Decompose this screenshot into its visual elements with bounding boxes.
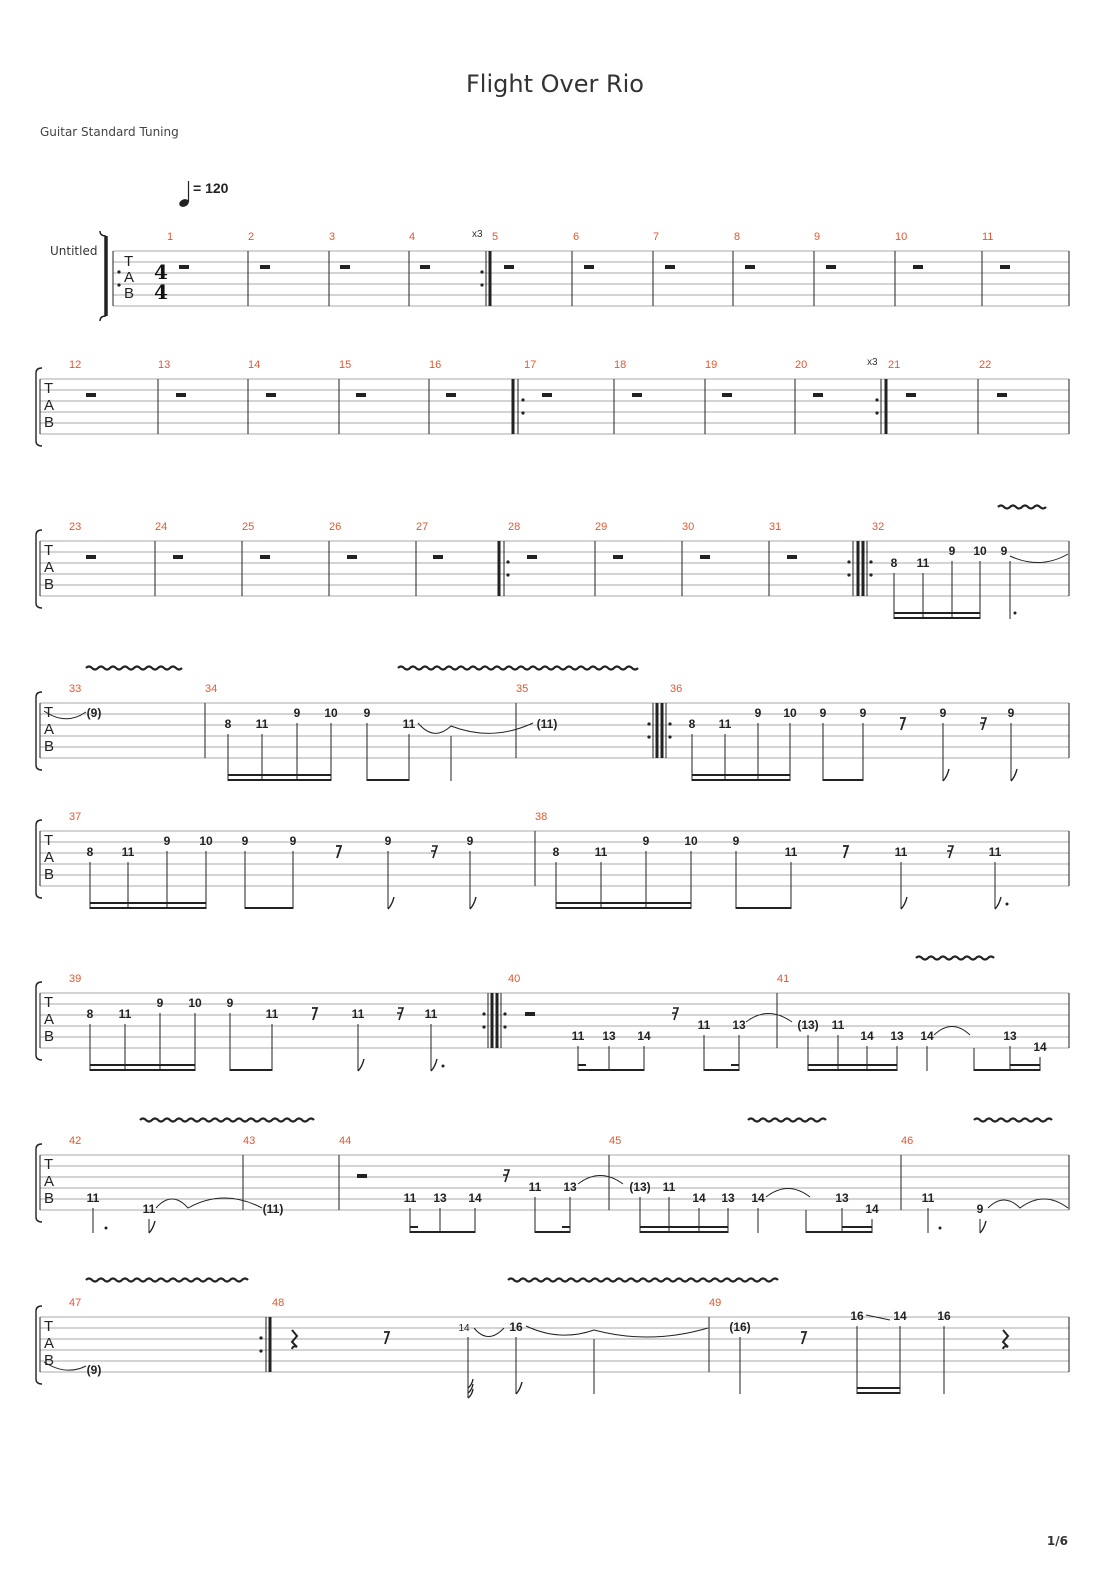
fret-number: 9 — [939, 706, 947, 720]
fret-number: 8 — [224, 717, 232, 731]
flag — [358, 1059, 364, 1071]
measure-number: 31 — [769, 521, 782, 533]
measure-number: 3 — [329, 231, 336, 243]
measure-number: 22 — [979, 359, 992, 371]
fret-number: 11 — [662, 1180, 676, 1194]
measure-number: 44 — [339, 1135, 352, 1147]
tab-label-t: T — [44, 380, 54, 397]
repeat-count: x3 — [867, 357, 878, 368]
tab-label-t: T — [44, 542, 54, 559]
grace-flag — [468, 1379, 473, 1398]
flag — [149, 1221, 155, 1233]
vibrato — [916, 957, 994, 960]
fret-number: 10 — [188, 996, 202, 1010]
fret-number: 13 — [835, 1191, 849, 1205]
fret-number: 9 — [241, 834, 249, 848]
measure-number: 26 — [329, 521, 342, 533]
fret-number: 11 — [265, 1007, 279, 1021]
repeat-start-bar — [113, 251, 121, 306]
fret-number: 11 — [118, 1007, 132, 1021]
measure-numbers — [69, 1135, 913, 1147]
beams — [894, 612, 980, 619]
eighth-rest-icon — [801, 1332, 806, 1344]
measure-number: 5 — [492, 231, 499, 243]
fret-number: 11 — [718, 717, 732, 731]
flag — [431, 1059, 437, 1071]
tab-label-a: A — [44, 849, 55, 866]
measure-number: 12 — [69, 359, 82, 371]
measure-number: 49 — [709, 1297, 722, 1309]
fret-number: 11 — [402, 717, 416, 731]
fret-number: 14 — [637, 1029, 651, 1043]
system-5 — [36, 811, 1069, 909]
measure-number: 34 — [205, 683, 218, 695]
measure-number: 43 — [243, 1135, 256, 1147]
measure-number: 28 — [508, 521, 521, 533]
fret-number: 11 — [86, 1191, 100, 1205]
time-signature-bottom: 4 — [154, 280, 168, 304]
repeat-end-bar — [480, 251, 490, 306]
fret-number: 14 — [692, 1191, 706, 1205]
repeat-count: x3 — [472, 229, 483, 240]
half-rest — [357, 1174, 367, 1178]
fret-number: 9 — [293, 706, 301, 720]
measure-number: 32 — [872, 521, 885, 533]
staff-lines — [40, 379, 1069, 434]
repeat-end-start-bar — [647, 703, 671, 758]
measure-numbers — [69, 359, 991, 371]
fret-number: 9 — [819, 706, 827, 720]
dot — [1014, 612, 1017, 615]
fret-number: 11 — [571, 1029, 585, 1043]
fret-number: 8 — [86, 1007, 94, 1021]
fret-number: 11 — [988, 845, 1002, 859]
system-6 — [36, 957, 1069, 1072]
measure-number: 35 — [516, 683, 529, 695]
fret-number: 14 — [865, 1202, 879, 1216]
fret-number: 9 — [754, 706, 762, 720]
fret-number: 16 — [850, 1309, 864, 1323]
measure-number: 14 — [248, 359, 261, 371]
tuning-label: Guitar Standard Tuning — [40, 125, 179, 139]
dot — [105, 1227, 108, 1230]
fret-number: 13 — [602, 1029, 616, 1043]
fret-number: 11 — [424, 1007, 438, 1021]
track-name: Untitled — [50, 244, 98, 258]
tab-label-b: B — [44, 576, 55, 593]
measure-number: 7 — [653, 231, 660, 243]
measure-number: 24 — [155, 521, 168, 533]
measure-numbers — [69, 1297, 721, 1309]
fret-number: (16) — [729, 1320, 751, 1334]
staff-lines — [40, 541, 1069, 596]
tempo-marking — [178, 180, 229, 208]
fret-number: 13 — [563, 1180, 577, 1194]
fret-number: 9 — [1000, 544, 1008, 558]
fret-numbers — [87, 834, 1002, 859]
repeat-end-bar — [259, 1317, 270, 1372]
measure-number: 20 — [795, 359, 808, 371]
fret-number: (13) — [797, 1018, 819, 1032]
fret-number: 10 — [783, 706, 797, 720]
fret-number: 13 — [721, 1191, 735, 1205]
fret-number: 14 — [920, 1029, 934, 1043]
tab-label-b: B — [44, 738, 55, 755]
flag — [388, 897, 394, 909]
sixteenth-rest-icon — [980, 718, 986, 730]
tab-label-t: T — [44, 1318, 54, 1335]
measure-number: 30 — [682, 521, 695, 533]
song-title: Flight Over Rio — [465, 70, 644, 98]
fret-number: 9 — [363, 706, 371, 720]
measure-number: 48 — [272, 1297, 285, 1309]
fret-number: (13) — [629, 1180, 651, 1194]
measure-number: 45 — [609, 1135, 622, 1147]
staff-lines — [40, 1155, 1069, 1210]
fret-number: 13 — [433, 1191, 447, 1205]
fret-number: 14 — [458, 1323, 470, 1334]
measure-number: 39 — [69, 973, 82, 985]
eighth-rest-icon — [900, 718, 905, 730]
fret-number: (9) — [86, 1363, 102, 1377]
rhythm-stems — [894, 561, 1010, 619]
vibrato — [140, 1119, 314, 1122]
tie — [988, 1199, 1068, 1208]
vibrato — [398, 667, 638, 670]
measure-number: 25 — [242, 521, 255, 533]
measure-number: 37 — [69, 811, 82, 823]
fret-number: 10 — [199, 834, 213, 848]
tab-label-t: T — [44, 1156, 54, 1173]
fret-number: 16 — [937, 1309, 951, 1323]
tab-label-a: A — [44, 1335, 55, 1352]
tab-label-a: A — [44, 1173, 55, 1190]
measure-number: 38 — [535, 811, 548, 823]
measure-number: 8 — [734, 231, 741, 243]
measure-number: 6 — [573, 231, 580, 243]
measure-number: 27 — [416, 521, 429, 533]
repeat-end-start-bar — [847, 541, 872, 596]
flag — [943, 769, 949, 781]
fret-number: 11 — [351, 1007, 365, 1021]
fret-number: 8 — [688, 717, 696, 731]
fret-number: 14 — [468, 1191, 482, 1205]
measure-number: 40 — [508, 973, 521, 985]
measure-number: 36 — [670, 683, 683, 695]
tab-label-t: T — [44, 704, 54, 721]
measure-numbers — [69, 521, 884, 533]
sixteenth-rest-icon — [503, 1170, 509, 1182]
tab-label-b: B — [44, 1190, 55, 1207]
fret-number: (11) — [262, 1202, 284, 1216]
fret-number: 8 — [86, 845, 94, 859]
system-2 — [36, 357, 1069, 446]
tab-label-t: T — [124, 253, 134, 270]
vibrato — [974, 1119, 1052, 1122]
measure-number: 2 — [248, 231, 255, 243]
system-bracket — [100, 231, 106, 321]
fret-number: 11 — [921, 1191, 935, 1205]
measure-numbers — [69, 973, 789, 985]
fret-number: 11 — [121, 845, 135, 859]
sixteenth-rest-icon — [397, 1008, 403, 1020]
system-7 — [36, 1119, 1069, 1234]
staff-lines — [113, 251, 1069, 306]
tab-label-b: B — [44, 414, 55, 431]
beams — [410, 1226, 872, 1233]
dot — [939, 1227, 942, 1230]
time-signature-top: 4 — [154, 260, 168, 284]
fret-number: 9 — [289, 834, 297, 848]
fret-number: 10 — [684, 834, 698, 848]
sixteenth-rest-icon — [947, 846, 953, 858]
system-1 — [100, 229, 1069, 321]
fret-number: 10 — [973, 544, 987, 558]
vibrato — [748, 1119, 826, 1122]
measure-number: 42 — [69, 1135, 82, 1147]
beams — [228, 774, 863, 781]
system-3 — [36, 506, 1069, 620]
measure-number: 1 — [167, 231, 174, 243]
fret-number: 8 — [890, 556, 898, 570]
fret-number: 13 — [732, 1018, 746, 1032]
measure-number: 21 — [888, 359, 901, 371]
system-8 — [36, 1279, 1069, 1399]
fret-numbers — [87, 996, 1047, 1054]
tab-label-a: A — [124, 269, 135, 286]
barlines — [248, 251, 1069, 306]
barlines — [158, 379, 1069, 434]
fret-number: 11 — [697, 1018, 711, 1032]
measure-number: 11 — [982, 231, 994, 243]
tie — [474, 1328, 504, 1337]
flag — [1011, 769, 1017, 781]
fret-number: 8 — [552, 845, 560, 859]
flag — [516, 1382, 522, 1394]
tab-label-a: A — [44, 1011, 55, 1028]
fret-number: 14 — [751, 1191, 765, 1205]
fret-numbers — [87, 1309, 951, 1377]
measure-number: 9 — [814, 231, 821, 243]
tab-label-t: T — [44, 832, 54, 849]
fret-number: 9 — [642, 834, 650, 848]
tab-label-a: A — [44, 721, 55, 738]
fret-number: 9 — [163, 834, 171, 848]
tab-label-b: B — [44, 1352, 55, 1369]
measure-number: 18 — [614, 359, 627, 371]
measure-number: 41 — [777, 973, 790, 985]
fret-number: 9 — [859, 706, 867, 720]
fret-number: 13 — [1003, 1029, 1017, 1043]
flag — [980, 1221, 986, 1233]
vibrato — [508, 1279, 778, 1282]
tab-label-b: B — [44, 866, 55, 883]
fret-number: 9 — [732, 834, 740, 848]
repeat-start-bar — [513, 379, 525, 434]
flag — [470, 897, 476, 909]
fret-number: 11 — [403, 1191, 417, 1205]
tab-label-b: B — [44, 1028, 55, 1045]
dot — [1006, 903, 1009, 906]
barlines — [243, 1155, 1069, 1210]
eighth-rest-icon — [384, 1332, 389, 1344]
whole-rests — [86, 555, 797, 559]
measure-number: 13 — [158, 359, 171, 371]
measure-number: 4 — [409, 231, 416, 243]
fret-number: 9 — [948, 544, 956, 558]
measure-number: 19 — [705, 359, 718, 371]
repeat-start-bar — [499, 541, 510, 596]
tab-label-t: T — [44, 994, 54, 1011]
flag — [901, 897, 907, 909]
repeat-end-start-bar — [482, 993, 506, 1048]
measure-number: 17 — [524, 359, 537, 371]
fret-number: 11 — [255, 717, 269, 731]
half-rest — [525, 1012, 535, 1016]
tie — [766, 1189, 810, 1198]
tab-label-a: A — [44, 397, 55, 414]
fret-number: 14 — [893, 1309, 907, 1323]
whole-rests — [86, 393, 1007, 397]
measure-number: 15 — [339, 359, 352, 371]
fret-number: 14 — [1033, 1040, 1047, 1054]
eighth-rest-icon — [312, 1008, 317, 1020]
measure-numbers — [167, 231, 993, 243]
measure-number: 16 — [429, 359, 442, 371]
tie — [934, 1027, 970, 1036]
sixteenth-rest-icon — [672, 1008, 678, 1020]
measure-number: 29 — [595, 521, 608, 533]
fret-number: 9 — [156, 996, 164, 1010]
fret-numbers — [891, 544, 1008, 570]
fret-number: 14 — [860, 1029, 874, 1043]
fret-number: 11 — [528, 1180, 542, 1194]
fret-number: 11 — [831, 1018, 845, 1032]
fret-number: 13 — [890, 1029, 904, 1043]
system-4 — [36, 667, 1069, 782]
dot — [442, 1065, 445, 1068]
fret-number: 11 — [784, 845, 798, 859]
vibrato — [86, 667, 182, 670]
tab-label-b: B — [124, 285, 135, 302]
fret-number: 9 — [976, 1202, 984, 1216]
fret-number: 16 — [509, 1320, 523, 1334]
measure-numbers — [69, 683, 682, 695]
fret-number: (11) — [536, 717, 558, 731]
repeat-end-bar — [875, 379, 886, 434]
measure-number: 47 — [69, 1297, 82, 1309]
flag — [995, 897, 1001, 909]
measure-number: 33 — [69, 683, 82, 695]
rhythm-stems — [90, 851, 995, 909]
tab-label-a: A — [44, 559, 55, 576]
fret-number: 9 — [384, 834, 392, 848]
fret-numbers — [87, 706, 1015, 731]
rhythm-stems — [228, 723, 1011, 781]
beams — [90, 902, 791, 909]
page-number: 1/6 — [1046, 1534, 1068, 1548]
measure-number: 46 — [901, 1135, 914, 1147]
beams — [857, 1387, 900, 1394]
fret-number: 9 — [226, 996, 234, 1010]
whole-rests — [179, 265, 1010, 269]
tempo-value: = 120 — [193, 180, 229, 196]
vibrato — [998, 506, 1046, 509]
fret-number: 11 — [894, 845, 908, 859]
vibrato — [86, 1279, 248, 1282]
barlines — [155, 541, 1069, 596]
staff-lines — [40, 1317, 1069, 1372]
fret-number: 9 — [1007, 706, 1015, 720]
measure-number: 23 — [69, 521, 82, 533]
measure-numbers — [69, 811, 547, 823]
eighth-rest-icon — [843, 846, 848, 858]
barlines — [709, 1317, 1069, 1372]
fret-number: 11 — [142, 1202, 156, 1216]
tie — [1010, 554, 1068, 563]
fret-number: 11 — [916, 556, 930, 570]
fret-number: 9 — [466, 834, 474, 848]
fret-number: 10 — [324, 706, 338, 720]
eighth-rest-icon — [336, 846, 341, 858]
measure-number: 10 — [895, 231, 908, 243]
fret-number: (9) — [86, 706, 102, 720]
sixteenth-rest-icon — [431, 846, 437, 858]
fret-number: 11 — [594, 845, 608, 859]
